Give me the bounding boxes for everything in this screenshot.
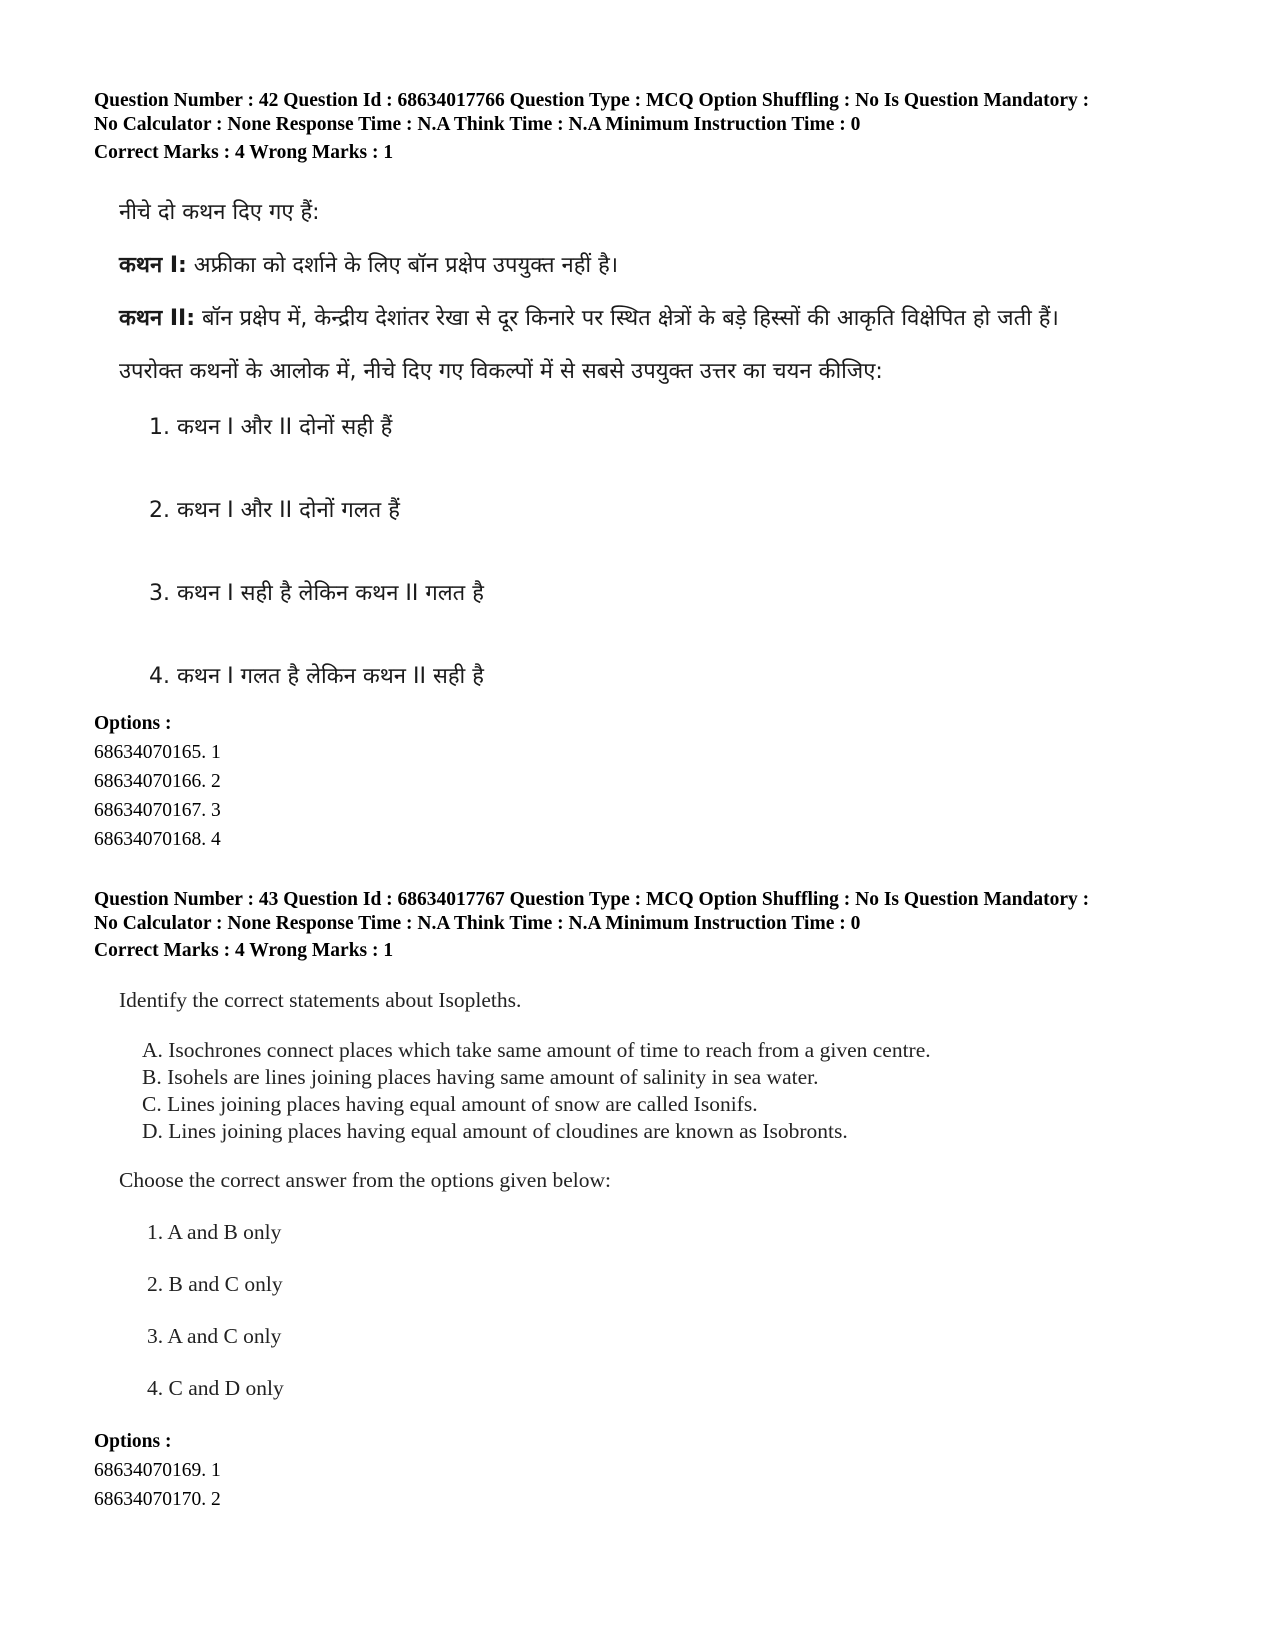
q43-statement-c: C. Lines joining places having equal amount of snow are called Isonifs. (142, 1092, 758, 1116)
q42-option-3: 68634070167. 3 (94, 800, 221, 821)
q42-statement-2-label: कथन II: (119, 306, 195, 331)
q42-intro: नीचे दो कथन दिए गए हैं: (119, 200, 320, 225)
q42-choice-4: 4. कथन I गलत है लेकिन कथन II सही है (149, 664, 484, 689)
q42-choice-3: 3. कथन I सही है लेकिन कथन II गलत है (149, 581, 484, 606)
q42-meta (94, 89, 1214, 137)
q43-option-2: 68634070170. 2 (94, 1489, 221, 1510)
q42-options-label: Options : (94, 713, 172, 734)
q42-statement-1 (119, 249, 618, 279)
q42-meta-line2: No Calculator : None Response Time : N.A Think Time : N.A Minimum Instruction Time : 0 (94, 114, 861, 135)
q42-instruction: उपरोक्त कथनों के आलोक में, नीचे दिए गए विकल्पों में से सबसे उपयुक्त उत्तर का चयन कीजिए: (119, 359, 883, 384)
q43-statement-b: B. Isohels are lines joining places having same amount of salinity in sea water. (142, 1065, 819, 1089)
q42-statement-1-text: अफ्रीका को दर्शाने के लिए बॉन प्रक्षेप उपयुक्त नहीं है। (186, 253, 619, 278)
q43-option-1: 68634070169. 1 (94, 1460, 221, 1481)
q42-option-4: 68634070168. 4 (94, 829, 221, 850)
q43-choice-4: 4. C and D only (147, 1376, 284, 1400)
q42-option-2: 68634070166. 2 (94, 771, 221, 792)
q43-meta-line1: Question Number : 43 Question Id : 68634017767 Question Type : MCQ Option Shuffling : No Is Question Mandatory : (94, 889, 1090, 910)
q42-option-1: 68634070165. 1 (94, 742, 221, 763)
q42-choice-1: 1. कथन I और II दोनों सही हैं (149, 415, 393, 440)
q43-meta-line2: No Calculator : None Response Time : N.A Think Time : N.A Minimum Instruction Time : 0 (94, 913, 861, 934)
q42-statement-2 (119, 302, 1059, 332)
q43-intro: Identify the correct statements about Isopleths. (119, 988, 522, 1012)
q43-instruction: Choose the correct answer from the options given below: (119, 1168, 611, 1192)
q42-choice-2: 2. कथन I और II दोनों गलत हैं (149, 498, 400, 523)
q43-choice-2: 2. B and C only (147, 1272, 283, 1296)
q43-choice-1: 1. A and B only (147, 1220, 282, 1244)
q43-options-label: Options : (94, 1431, 172, 1452)
q42-meta-line1: Question Number : 42 Question Id : 68634017766 Question Type : MCQ Option Shuffling : No Is Question Mandatory : (94, 90, 1090, 111)
q43-marks: Correct Marks : 4 Wrong Marks : 1 (94, 940, 394, 961)
q43-options-list (94, 1456, 221, 1514)
q42-statement-1-label: कथन I: (119, 253, 187, 278)
q42-options-list (94, 738, 221, 854)
q43-statement-d: D. Lines joining places having equal amount of cloudines are known as Isobronts. (142, 1119, 848, 1143)
q42-statement-2-text: बॉन प्रक्षेप में, केन्द्रीय देशांतर रेखा से दूर किनारे पर स्थित क्षेत्रों के बड़े हिस्सों की आकृति विक्षेपित हो जती हैं। (195, 306, 1059, 331)
q43-choice-3: 3. A and C only (147, 1324, 282, 1348)
q43-statement-a: A. Isochrones connect places which take same amount of time to reach from a given centre. (142, 1038, 931, 1062)
q42-marks: Correct Marks : 4 Wrong Marks : 1 (94, 142, 394, 163)
q43-meta (94, 888, 1214, 936)
